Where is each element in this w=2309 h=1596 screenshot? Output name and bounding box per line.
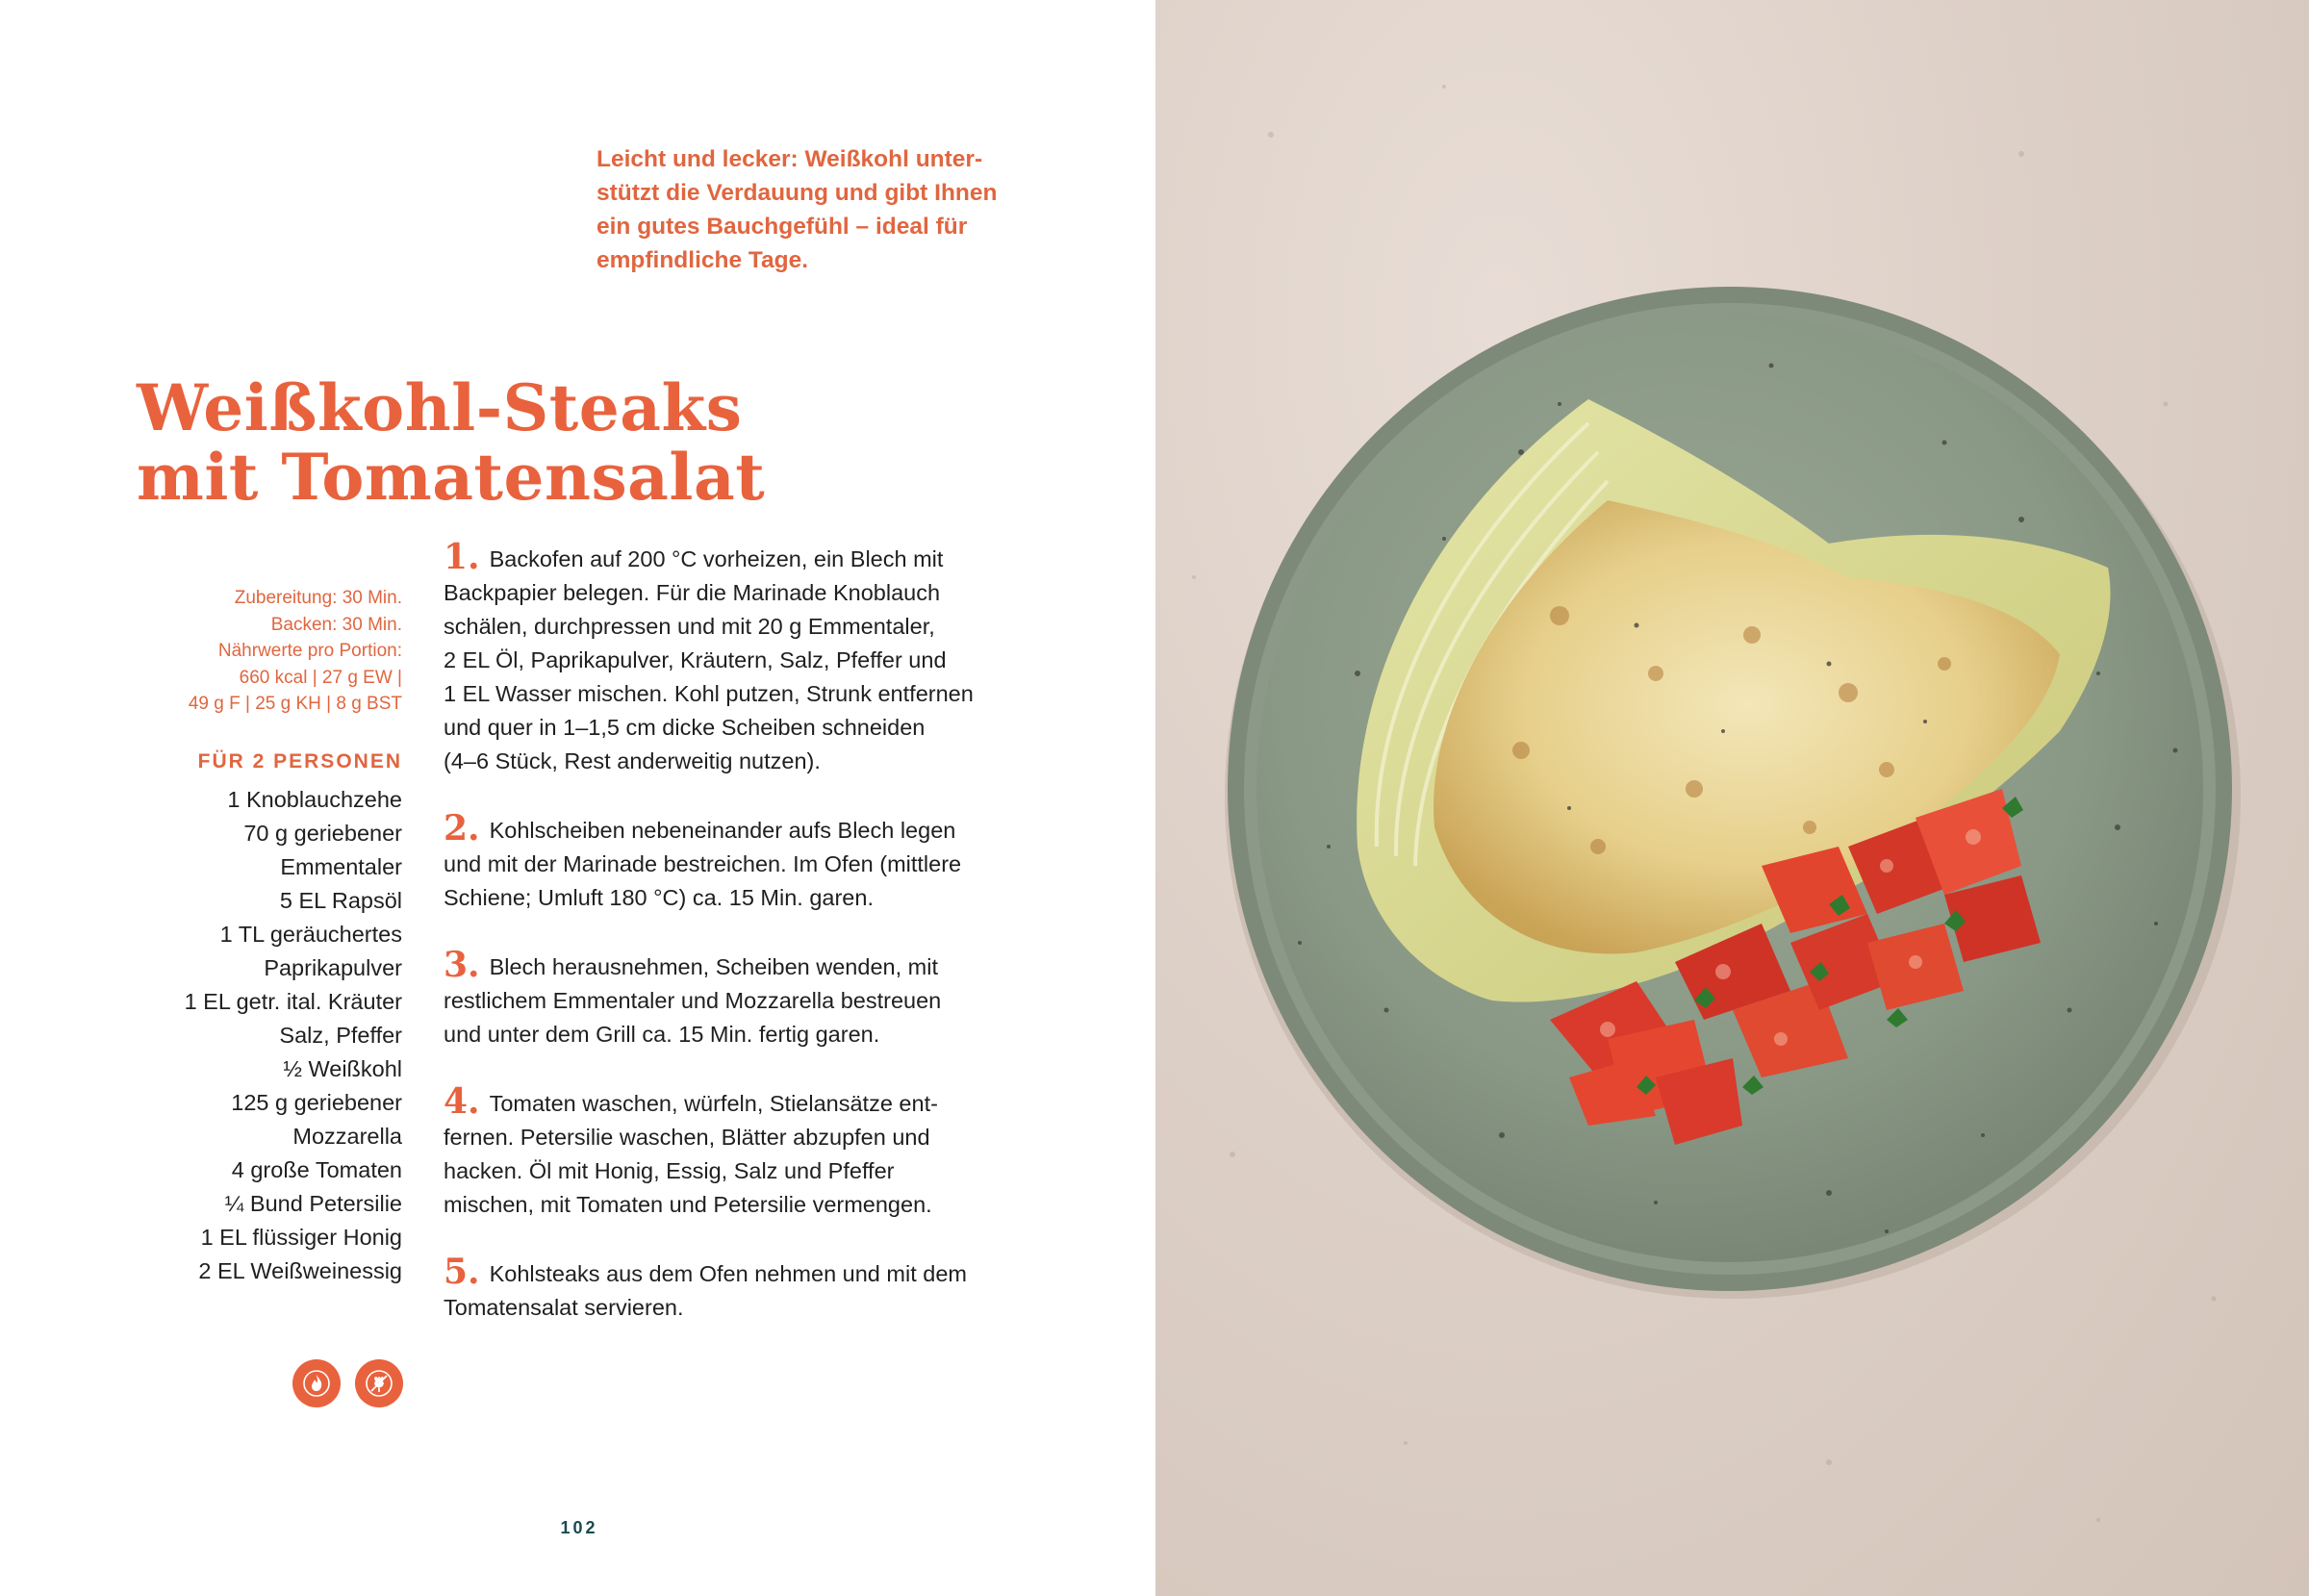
ingredient-list <box>106 783 402 1288</box>
ingredient-item: Mozzarella <box>292 1124 402 1149</box>
meta-line: Zubereitung: 30 Min. <box>234 588 402 608</box>
step-text: mischen, mit Tomaten und Petersilie vermengen. <box>444 1192 932 1217</box>
step-text: und unter dem Grill ca. 15 Min. fertig garen. <box>444 1022 880 1047</box>
step-text: Backpapier belegen. Für die Marinade Knoblauch <box>444 580 941 605</box>
title-line: mit Tomatensalat <box>137 440 766 515</box>
ingredient-item: ½ Weißkohl <box>283 1056 402 1081</box>
ingredient-item: 1 EL flüssiger Honig <box>200 1225 402 1250</box>
diet-badges <box>292 1359 403 1407</box>
meta-line: Backen: 30 Min. <box>270 614 402 635</box>
ingredient-item: 1 EL getr. ital. Kräuter <box>184 989 402 1014</box>
meta-line: 49 g F | 25 g KH | 8 g BST <box>188 694 402 714</box>
ingredient-item: 4 große Tomaten <box>231 1157 402 1182</box>
step-1 <box>444 537 1021 778</box>
ingredient-item: 2 EL Weißweinessig <box>198 1258 402 1283</box>
step-number: 5. <box>444 1252 480 1292</box>
step-3 <box>444 945 1021 1051</box>
recipe-meta <box>135 585 402 718</box>
step-text: Kohlsteaks aus dem Ofen nehmen und mit dem <box>489 1261 967 1286</box>
ingredient-item: 1 Knoblauchzehe <box>227 787 402 812</box>
step-2 <box>444 808 1021 915</box>
ingredient-item: ¼ Bund Petersilie <box>224 1191 402 1216</box>
page-number: 102 <box>560 1518 598 1537</box>
intro-line: empfindliche Tage. <box>596 247 809 273</box>
step-number: 4. <box>444 1081 480 1122</box>
ingredient-item: 125 g geriebener <box>231 1090 402 1115</box>
intro-line: stützt die Verdauung und gibt Ihnen <box>596 180 998 206</box>
step-text: Tomatensalat servieren. <box>444 1295 684 1320</box>
step-text: und mit der Marinade bestreichen. Im Ofen (mittlere <box>444 851 962 876</box>
right-page-photo <box>1155 0 2309 1596</box>
step-text: fernen. Petersilie waschen, Blätter abzupfen und <box>444 1125 930 1150</box>
step-text: und quer in 1–1,5 cm dicke Scheiben schneiden <box>444 715 926 740</box>
step-text: Blech herausnehmen, Scheiben wenden, mit <box>489 954 938 979</box>
step-4 <box>444 1081 1021 1222</box>
intro-line: Leicht und lecker: Weißkohl unter- <box>596 146 983 172</box>
ingredient-item: 5 EL Rapsöl <box>279 888 402 913</box>
step-text: Tomaten waschen, würfeln, Stielansätze ent- <box>489 1091 938 1116</box>
ingredient-item: Salz, Pfeffer <box>279 1023 402 1048</box>
ingredient-item: Emmentaler <box>280 854 402 879</box>
ingredient-item: 70 g geriebener <box>243 821 402 846</box>
dish-photo <box>1155 0 2309 1596</box>
step-5 <box>444 1252 1021 1325</box>
step-text: Backofen auf 200 °C vorheizen, ein Blech mit <box>489 546 944 571</box>
step-number: 1. <box>444 537 480 577</box>
step-text: hacken. Öl mit Honig, Essig, Salz und Pfeffer <box>444 1158 895 1183</box>
step-number: 3. <box>444 945 480 985</box>
ingredient-item: Paprikapulver <box>264 955 402 980</box>
intro-text <box>596 142 1020 277</box>
step-text: (4–6 Stück, Rest anderweitig nutzen). <box>444 748 821 773</box>
intro-line: ein gutes Bauchgefühl – ideal für <box>596 214 968 240</box>
step-text: schälen, durchpressen und mit 20 g Emmentaler, <box>444 614 935 639</box>
servings-heading: FÜR 2 PERSONEN <box>197 750 402 773</box>
step-text: Schiene; Umluft 180 °C) ca. 15 Min. garen. <box>444 885 874 910</box>
step-number: 2. <box>444 808 480 849</box>
step-text: 1 EL Wasser mischen. Kohl putzen, Strunk entfernen <box>444 681 974 706</box>
step-text: restlichem Emmentaler und Mozzarella bestreuen <box>444 988 942 1013</box>
ingredient-item: 1 TL geräuchertes <box>219 922 402 947</box>
title-line: Weißkohl-Steaks <box>137 370 743 445</box>
step-text: Kohlscheiben nebeneinander aufs Blech legen <box>489 818 956 843</box>
recipe-title <box>137 370 868 515</box>
meta-line: 660 kcal | 27 g EW | <box>239 667 402 688</box>
flame-icon <box>292 1359 341 1407</box>
instruction-steps <box>444 537 1021 1358</box>
gluten-free-wheat-icon <box>355 1359 403 1407</box>
meta-line: Nährwerte pro Portion: <box>217 641 402 661</box>
step-text: 2 EL Öl, Paprikapulver, Kräutern, Salz, Pfeffer und <box>444 647 947 672</box>
